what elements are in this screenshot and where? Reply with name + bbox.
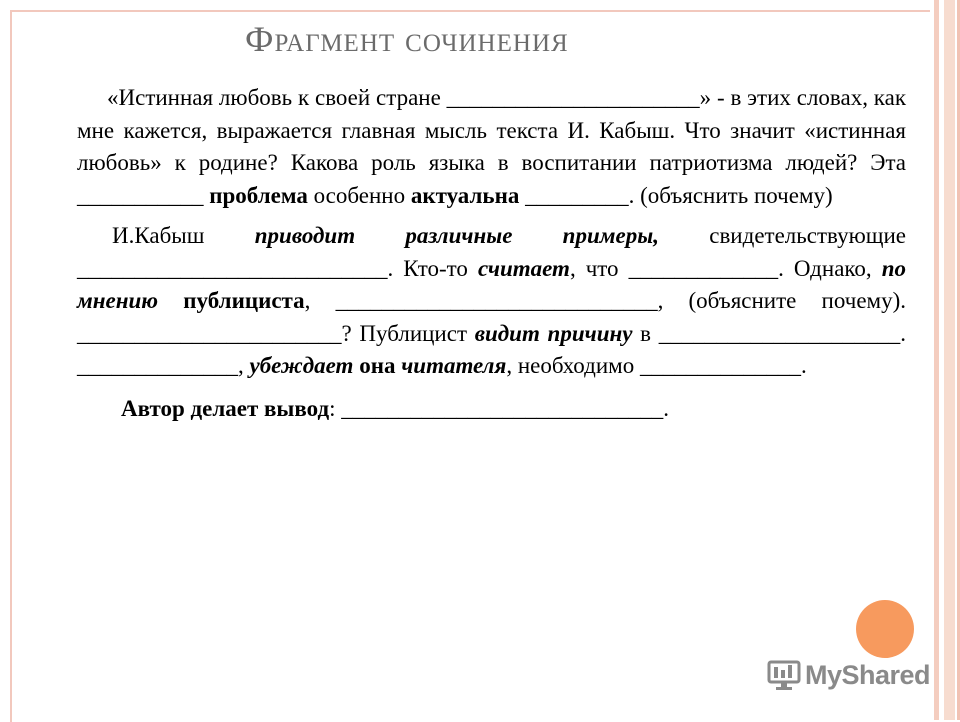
- paragraph-arguments: [77, 220, 906, 383]
- text: , необходимо ______________.: [506, 353, 807, 378]
- presentation-icon: [767, 658, 801, 692]
- text: «Истинная любовь к своей стране ______________________» - в этих словах, как мне кажется, выражается главная мысль текста И. Кабыш. Что значит «истинная любовь» к родине? Какова роль языка в воспитании патриотизма людей? Эта ___________: [77, 85, 906, 208]
- bold-italic-text: приводит различные примеры,: [254, 223, 659, 248]
- bold-text: Автор делает вывод: [121, 395, 330, 421]
- decorative-circle: [856, 600, 914, 658]
- decorative-stripe: [934, 0, 939, 720]
- text: _________. (объяснить почему): [519, 182, 833, 208]
- bold-italic-text: читателя: [401, 353, 507, 378]
- bold-italic-text: считает: [477, 255, 570, 281]
- decorative-stripe: [944, 0, 955, 720]
- slide-title: Фрагмент сочинения: [245, 19, 569, 59]
- text: , что _____________. Однако,: [569, 255, 882, 281]
- bold-italic-text: видит причину: [474, 320, 633, 346]
- bold-text: актуальна: [410, 182, 520, 208]
- bold-italic-text: по мнению: [77, 255, 906, 313]
- bold-text: она: [359, 353, 396, 378]
- text: свидетельствующие ___________________________. Кто-то: [77, 223, 906, 281]
- text: в _____________________. ______________,: [77, 320, 906, 378]
- bold-text: публициста: [183, 288, 305, 313]
- paragraph-conclusion: [77, 393, 906, 426]
- text: особенно: [307, 182, 411, 208]
- bold-italic-text: убеждает: [249, 353, 354, 378]
- text: [158, 288, 183, 313]
- bold-text: проблема: [209, 182, 308, 208]
- watermark-text: MyShared: [805, 659, 931, 690]
- text: , ____________________________, (объясните почему). _______________________? Публицист: [77, 288, 906, 346]
- watermark: [767, 657, 930, 693]
- paragraph-intro: [77, 82, 906, 212]
- text: : ____________________________.: [329, 395, 670, 421]
- essay-fragment: [77, 82, 906, 425]
- text: И.Кабыш: [112, 223, 255, 248]
